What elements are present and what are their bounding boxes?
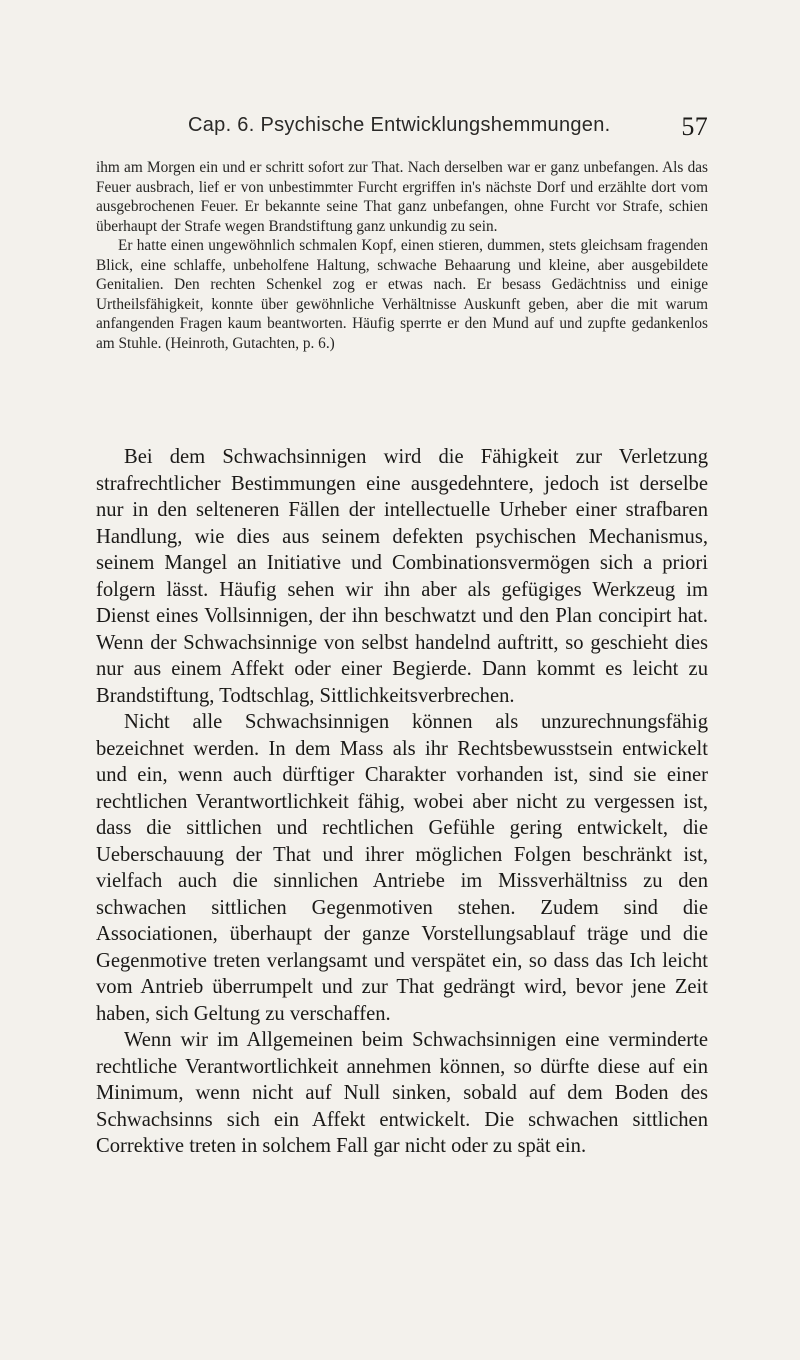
page-number: 57: [681, 112, 708, 141]
main-body-text: [96, 444, 708, 1160]
body-paragraph-3: Wenn wir im Allgemeinen beim Schwachsinnigen eine verminderte rechtliche Verantwortlichkeit annehmen können, so dürfte diese auf ein Minimum, wenn nicht auf Null sinken, sobald auf dem Boden des Schwachsinns sich ein Affekt entwickelt. Die schwachen sittlichen Correktive treten in solchem Fall gar nicht oder zu spät ein.: [96, 1029, 708, 1157]
body-paragraph-2: Nicht alle Schwachsinnigen können als unzurechnungsfähig bezeichnet werden. In dem Mass als ihr Rechtsbewusstsein entwickelt und ein, wenn auch dürftiger Charakter vorhanden ist, sind sie einer rechtlichen Verantwortlichkeit fähig, wobei aber nicht zu vergessen ist, dass die sittlichen und rechtlichen Gefühle gering entwickelt, die Ueberschauung der That und ihrer möglichen Folgen beschränkt ist, vielfach auch die sinnlichen Antriebe im Missverhältniss zu den schwachen sittlichen Gegenmotiven stehen. Zudem sind die Associationen, überhaupt der ganze Vorstellungsablauf träge und die Gegenmotive treten verlangsamt und verspätet ein, so dass das Ich leicht vom Antrieb überrumpelt und zur That gedrängt wird, bevor jene Zeit haben, sich Geltung zu verschaffen.: [96, 711, 708, 1025]
case-paragraph-1: ihm am Morgen ein und er schritt sofort zur That. Nach derselben war er ganz unbefangen. Als das Feuer ausbrach, lief er von unbestimmter Furcht ergriffen in's nächste Dorf und erzählte dort vom ausgebrochenen Feuer. Er bekannte seine That ganz unbefangen, ohne Furcht vor Strafe, schien überhaupt der Strafe wegen Brandstiftung ganz unkundig zu sein.: [96, 159, 708, 235]
running-header: [188, 112, 708, 142]
case-paragraph-2: Er hatte einen ungewöhnlich schmalen Kopf, einen stieren, dummen, stets gleichsam fragenden Blick, eine schlaffe, unbeholfene Haltung, schwache Behaarung und kleine, aber ausgebildete Genitalien. Den rechten Schenkel zog er etwas nach. Er besass Gedächtniss und einige Urtheilsfähigkeit, konnte über gewöhnliche Verhältnisse Auskunft geben, aber die mit warum anfangenden Fragen kaum beantworten. Häufig sperrte er den Mund auf und zupfte gedankenlos am Stuhle. (Heinroth, Gutachten, p. 6.): [96, 237, 708, 352]
body-paragraph-1: Bei dem Schwachsinnigen wird die Fähigkeit zur Verletzung strafrechtlicher Bestimmungen eine ausgedehntere, jedoch ist derselbe nur in den selteneren Fällen der intellectuelle Urheber einer strafbaren Handlung, wie dies aus seinem defekten psychischen Mechanismus, seinem Mangel an Initiative und Combinationsvermögen sich a priori folgern lässt. Häufig sehen wir ihn aber als gefügiges Werkzeug im Dienst eines Vollsinnigen, der ihn beschwatzt und den Plan concipirt hat. Wenn der Schwachsinnige von selbst handelnd auftritt, so geschieht dies nur aus einem Affekt oder einer Begierde. Dann kommt es leicht zu Brandstiftung, Todtschlag, Sittlichkeitsverbrechen.: [96, 446, 708, 707]
case-report-small-print: [96, 158, 708, 353]
running-title: Cap. 6. Psychische Entwicklungshemmungen.: [188, 114, 611, 136]
